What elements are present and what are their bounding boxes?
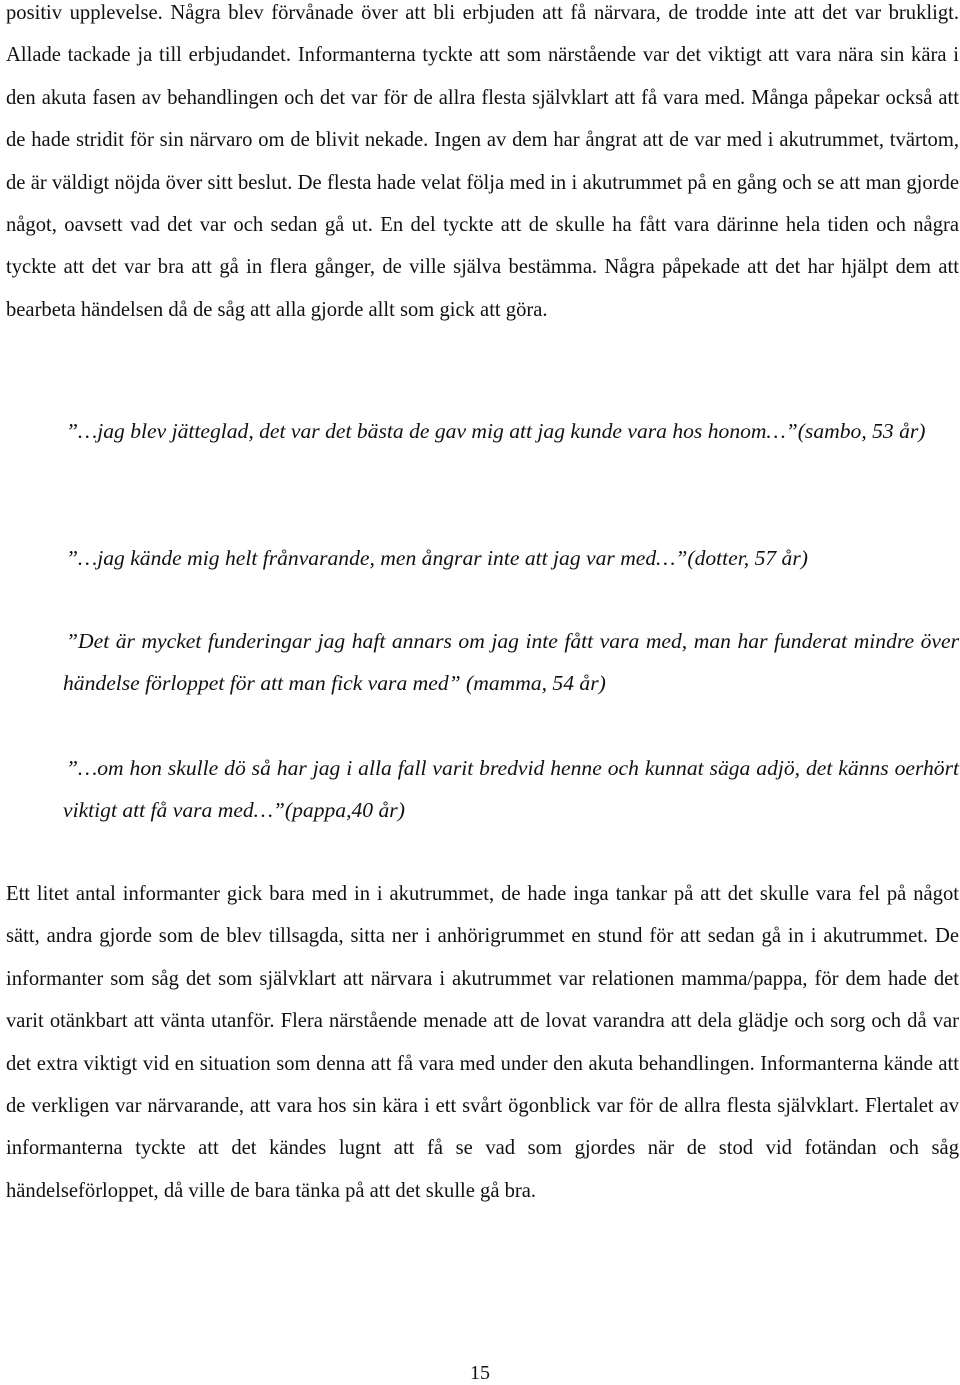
body-paragraph-bottom: Ett litet antal informanter gick bara med in i akutrummet, de hade inga tankar på att det skulle vara fel på något sätt, andra gjorde som de blev tillsagda, sitta ner i anhörigrummet en stund för att sedan gå in i akutrummet. De informanter som såg det som självklart att närvara i akutrummet var relationen mamma/pappa, för dem hade det varit otänkbart att vänta utanför. Flera närstående menade att de lovat varandra att dela glädje och sorg och då var det extra viktigt vid en situation som denna att få vara med under den akuta behandlingen. Informanterna kände att de verkligen var närvarande, att vara hos sin kära i ett svårt ögonblick var för de allra flesta självklart. Flertalet av informanterna tyckte att det kändes lugnt att få se vad som gjordes när de stod vid fotändan och såg händelseförloppet, då ville de bara tänka på att det skulle gå bra. bbox=[6, 883, 959, 1202]
quote-2-text: ”…jag kände mig helt frånvarande, men ångrar inte att jag var med…” bbox=[66, 546, 688, 570]
quote-2 bbox=[63, 537, 959, 579]
quote-4-attribution: (pappa,40 år) bbox=[284, 798, 405, 822]
quote-4 bbox=[63, 747, 959, 831]
quote-2-attribution: (dotter, 57 år) bbox=[687, 546, 808, 570]
body-paragraph-top: positiv upplevelse. Några blev förvånade över att bli erbjuden att få närvara, de trodde inte att det var brukligt. Allade tackade ja till erbjudandet. Informanterna tyckte att som närstående var det viktigt att vara nära sin kära i den akuta fasen av behandlingen och det var för de allra flesta självklart att få vara med. Många påpekar också att de hade stridit för sin närvaro om de blivit nekade. Ingen av dem har ångrat att de var med i akutrummet, tvärtom, de är väldigt nöjda över sitt beslut. De flesta hade velat följa med in i akutrummet på en gång och se att man gjorde något, oavsett vad det var och sedan gå ut. En del tyckte att de skulle ha fått vara därinne hela tiden och några tyckte att det var bra att gå in flera gånger, de ville själva bestämma. Några påpekade att det har hjälpt dem att bearbeta händelsen då de såg att alla gjorde allt som gick att göra. bbox=[6, 2, 959, 321]
quote-3-text: ”Det är mycket funderingar jag haft annars om jag inte fått vara med, man har funderat mindre över händelse förloppet för att man fick vara med” bbox=[63, 629, 959, 695]
quote-1 bbox=[63, 410, 959, 452]
page-number: 15 bbox=[470, 1362, 490, 1384]
quote-3 bbox=[63, 620, 959, 704]
quote-4-text: ”…om hon skulle dö så har jag i alla fall varit bredvid henne och kunnat säga adjö, det känns oerhört viktigt att få vara med…” bbox=[63, 756, 959, 822]
quote-3-attribution: (mamma, 54 år) bbox=[466, 671, 606, 695]
quote-1-attribution: (sambo, 53 år) bbox=[797, 419, 926, 443]
quote-1-text: ”…jag blev jätteglad, det var det bästa de gav mig att jag kunde vara hos honom…” bbox=[66, 419, 798, 443]
